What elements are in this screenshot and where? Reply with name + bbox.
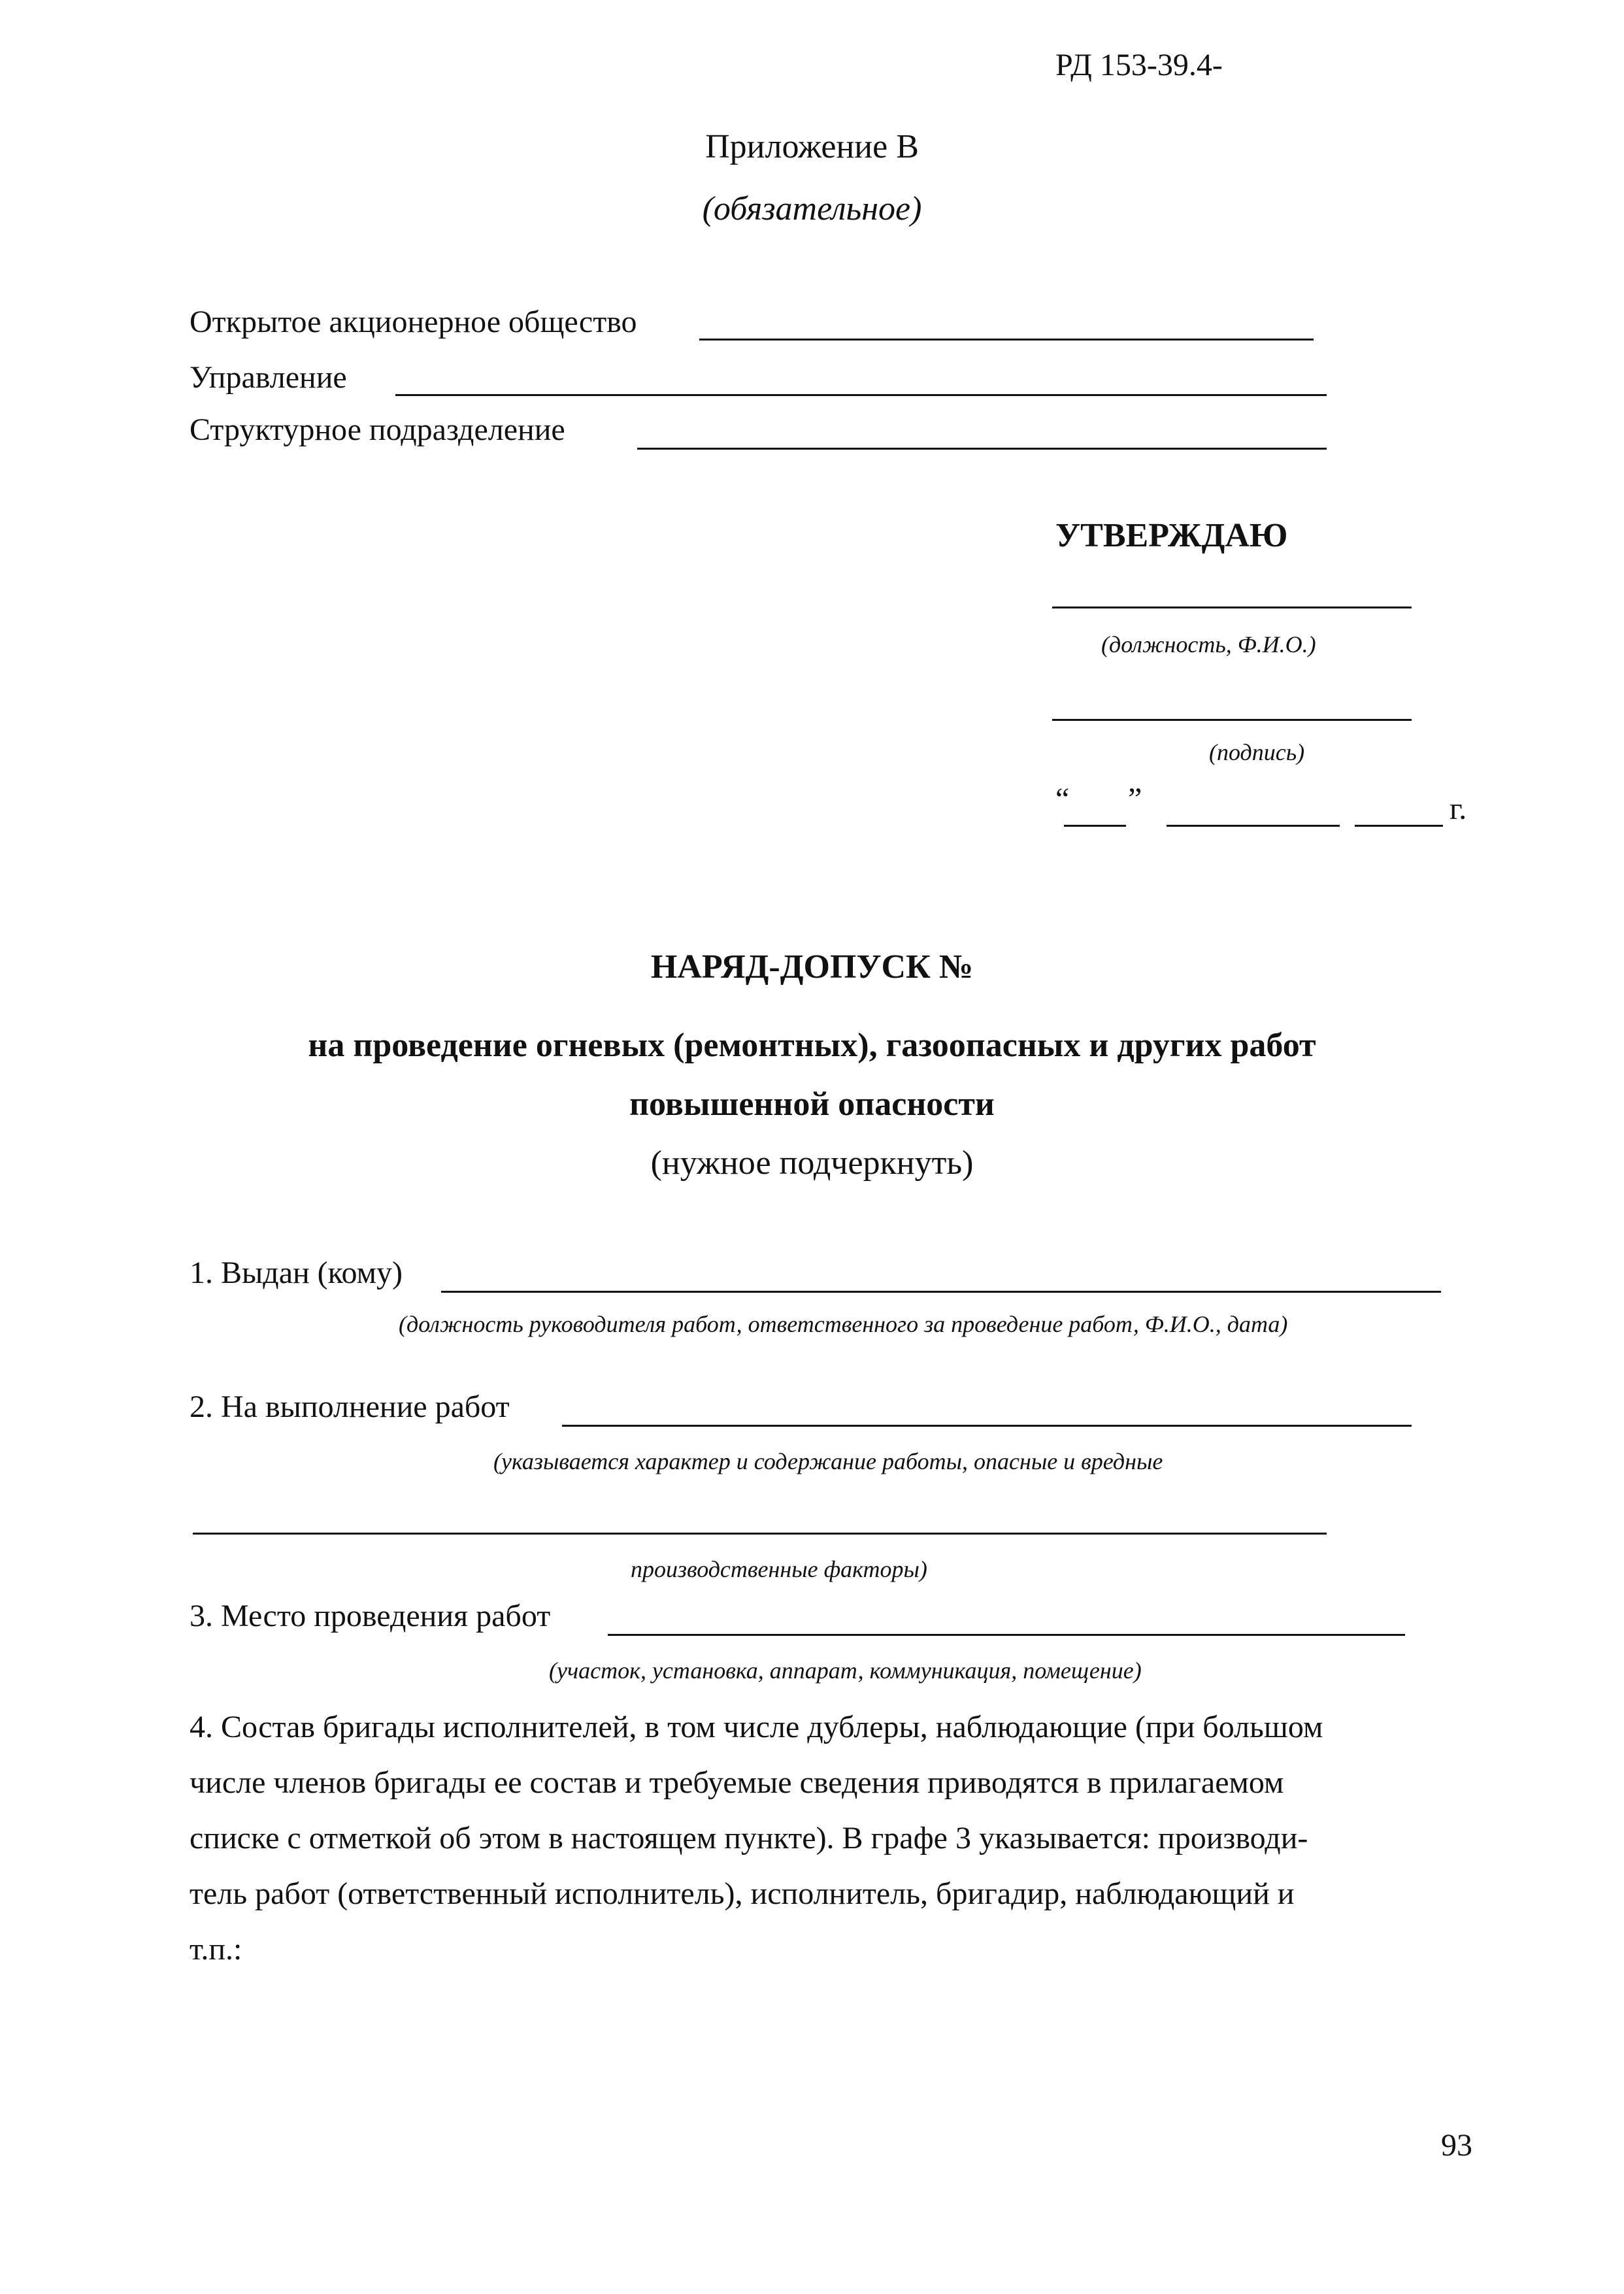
date-open-quote: “ xyxy=(1055,782,1070,816)
crew-text-line-3: списке с отметкой об этом в настоящем пункте). В графе 3 указывается: производи- xyxy=(190,1821,1308,1855)
approver-position-hint: (должность, Ф.И.О.) xyxy=(1101,631,1316,657)
work-input-line-2[interactable] xyxy=(193,1533,1327,1535)
crew-text-line-4: тель работ (ответственный исполнитель), исполнитель, бригадир, наблюдающий и xyxy=(190,1876,1295,1911)
order-note: (нужное подчеркнуть) xyxy=(650,1144,974,1182)
department-input-line[interactable] xyxy=(395,394,1327,396)
approver-signature-line[interactable] xyxy=(1052,719,1412,721)
work-label: 2. На выполнение работ xyxy=(190,1389,510,1424)
subdivision-input-line[interactable] xyxy=(637,448,1327,450)
date-year-line[interactable] xyxy=(1355,825,1443,827)
issued-to-input-line[interactable] xyxy=(441,1291,1441,1293)
crew-text-line-5: т.п.: xyxy=(190,1932,242,1967)
date-month-line[interactable] xyxy=(1167,825,1340,827)
document-code: РД 153-39.4- xyxy=(1055,48,1223,82)
crew-text-line-2: числе членов бригады ее состав и требуемые сведения приводятся в прилагаемом xyxy=(190,1765,1284,1800)
date-year-suffix: г. xyxy=(1450,791,1467,826)
approver-position-line[interactable] xyxy=(1052,607,1412,608)
work-hint-1: (указывается характер и содержание работы, опасные и вредные xyxy=(493,1448,1163,1474)
date-close-quote: ” xyxy=(1128,782,1142,816)
approval-title: УТВЕРЖДАЮ xyxy=(1055,517,1288,554)
appendix-note: (обязательное) xyxy=(702,190,922,227)
approver-signature-hint: (подпись) xyxy=(1209,739,1305,765)
issued-to-label: 1. Выдан (кому) xyxy=(190,1255,403,1290)
order-title: НАРЯД-ДОПУСК № xyxy=(650,948,974,986)
crew-text-line-1: 4. Состав бригады исполнителей, в том числе дублеры, наблюдающие (при большом xyxy=(190,1710,1323,1744)
order-subtitle-line1: на проведение огневых (ремонтных), газоопасных и других работ xyxy=(308,1027,1316,1064)
issued-to-hint: (должность руководителя работ, ответственного за проведение работ, Ф.И.О., дата) xyxy=(399,1311,1288,1337)
company-label: Открытое акционерное общество xyxy=(190,305,637,339)
place-label: 3. Место проведения работ xyxy=(190,1599,551,1633)
company-input-line[interactable] xyxy=(699,339,1314,341)
place-hint: (участок, установка, аппарат, коммуникация, помещение) xyxy=(549,1657,1142,1684)
place-input-line[interactable] xyxy=(608,1634,1405,1636)
subdivision-label: Структурное подразделение xyxy=(190,412,565,447)
date-day-line[interactable] xyxy=(1064,825,1126,827)
work-hint-2: производственные факторы) xyxy=(631,1556,927,1582)
order-subtitle-line2: повышенной опасности xyxy=(629,1086,995,1123)
page-number: 93 xyxy=(1441,2128,1472,2163)
appendix-title: Приложение В xyxy=(705,128,919,165)
work-input-line[interactable] xyxy=(562,1425,1412,1427)
department-label: Управление xyxy=(190,360,347,395)
